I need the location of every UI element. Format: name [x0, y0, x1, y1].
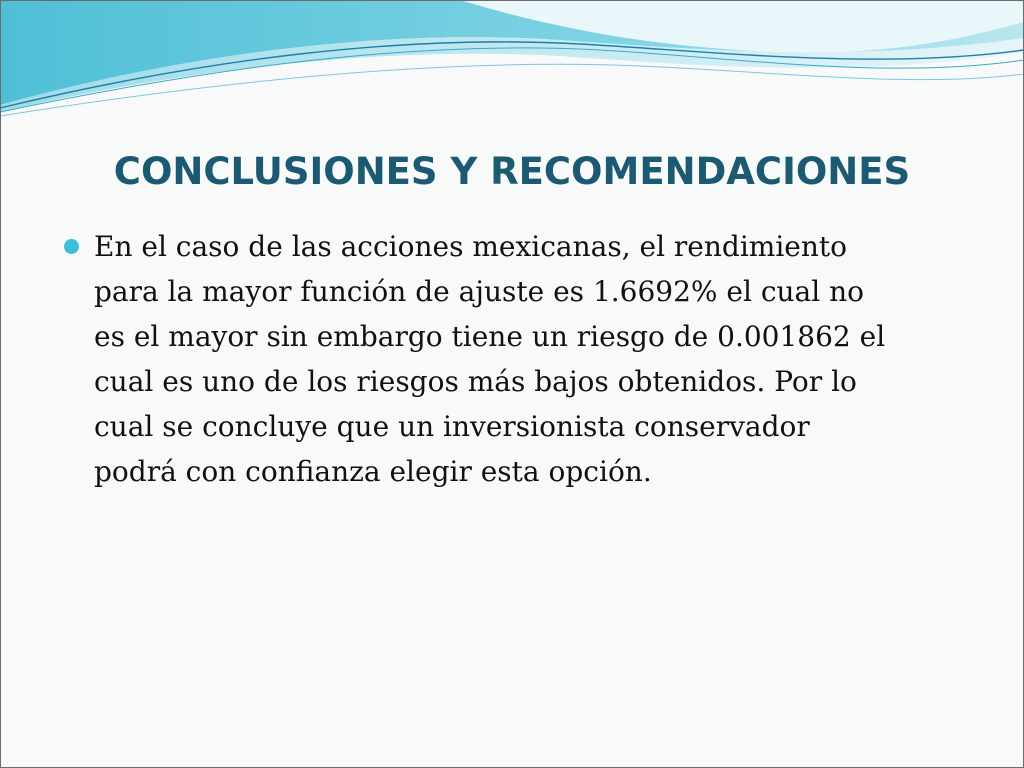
bullet-dot-icon: [64, 239, 79, 254]
bullet-line: para la mayor función de ajuste es 1.6692% el cual no: [94, 275, 864, 308]
bullet-line: podrá con confianza elegir esta opción.: [94, 455, 652, 488]
slide-title: CONCLUSIONES Y RECOMENDACIONES: [113, 150, 911, 193]
bullet-line: cual se concluye que un inversionista conservador: [94, 410, 810, 443]
bullet-item: [62, 224, 962, 494]
decorative-wave-header: [0, 0, 1024, 120]
bullet-list: [62, 224, 962, 494]
bullet-line: En el caso de las acciones mexicanas, el rendimiento: [94, 230, 848, 263]
bullet-line: es el mayor sin embargo tiene un riesgo de 0.001862 el: [94, 320, 886, 353]
bullet-line: cual es uno de los riesgos más bajos obtenidos. Por lo: [94, 365, 857, 398]
